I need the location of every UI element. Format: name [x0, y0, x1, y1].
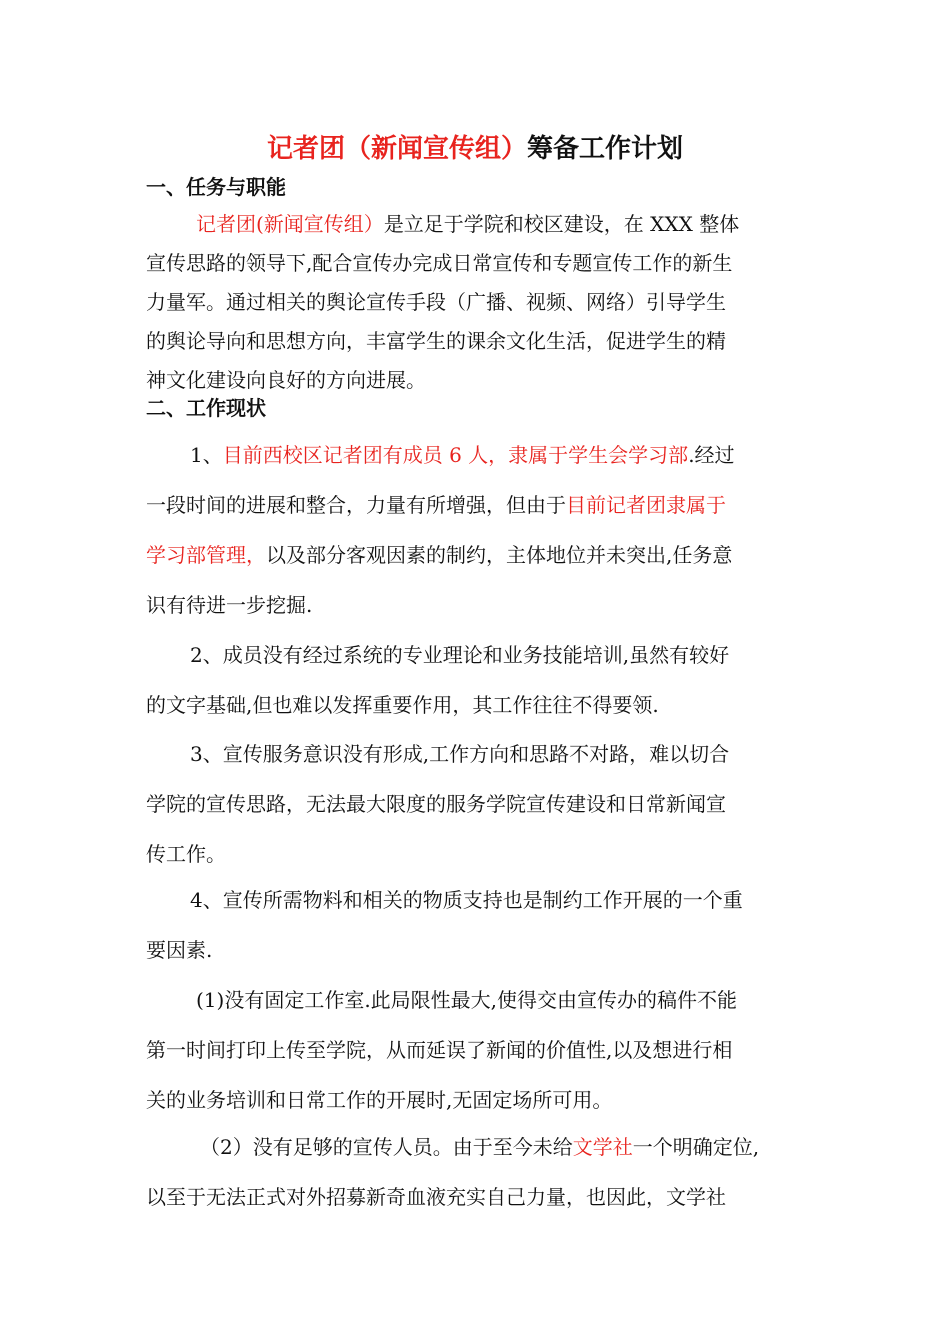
- paragraph-line: 神文化建设向良好的方向进展。: [146, 368, 426, 392]
- paragraph-line: 传工作。: [146, 842, 226, 866]
- red-phrase: 目前西校区记者团有成员 6 人，隶属于学生会学习部: [222, 443, 689, 467]
- title-black-part: 筹备工作计划: [527, 134, 684, 164]
- red-phrase: 目前记者团隶属于: [566, 493, 726, 517]
- section-heading-status: 二、工作现状: [146, 396, 266, 420]
- paragraph-line: 1、目前西校区记者团有成员 6 人，隶属于学生会学习部.经过: [190, 443, 735, 467]
- paragraph-line: 的舆论导向和思想方向，丰富学生的课余文化生活，促进学生的精: [146, 329, 726, 353]
- paragraph-line: 4、宣传所需物料和相关的物质支持也是制约工作开展的一个重: [190, 888, 743, 912]
- status-item-2: [146, 630, 806, 730]
- document-title: [0, 131, 950, 167]
- red-phrase: 学习部管理，: [146, 543, 266, 567]
- red-phrase: 记者团(新闻宣传组）: [196, 212, 384, 236]
- paragraph-line: 力量军。通过相关的舆论宣传手段（广播、视频、网络）引导学生: [146, 290, 726, 314]
- paragraph-line: 2、成员没有经过系统的专业理论和业务技能培训,虽然有较好: [190, 643, 730, 667]
- title-red-part: 记者团（新闻宣传组）: [266, 134, 527, 164]
- red-phrase: 文学社: [572, 1135, 633, 1159]
- paragraph-line: 3、宣传服务意识没有形成,工作方向和思路不对路，难以切合: [190, 742, 730, 766]
- paragraph-line: 关的业务培训和日常工作的开展时,无固定场所可用。: [146, 1088, 613, 1112]
- paragraph-line: 识有待进一步挖掘.: [146, 593, 313, 617]
- paragraph-line: 记者团(新闻宣传组）是立足于学院和校区建设，在 XXX 整体: [196, 212, 740, 236]
- paragraph-line: （2）没有足够的宣传人员。由于至今未给文学社一个明确定位,: [200, 1135, 760, 1159]
- status-item-4: [146, 875, 806, 975]
- section1-paragraph: [146, 205, 806, 400]
- paragraph-line: 的文字基础,但也难以发挥重要作用，其工作往往不得要领.: [146, 693, 659, 717]
- paragraph-line: 一段时间的进展和整合，力量有所增强，但由于目前记者团隶属于: [146, 493, 726, 517]
- paragraph-line: 要因素.: [146, 938, 213, 962]
- paragraph-line: 宣传思路的领导下,配合宣传办完成日常宣传和专题宣传工作的新生: [146, 251, 733, 275]
- section-heading-tasks: 一、任务与职能: [146, 175, 286, 199]
- paragraph-line: 学院的宣传思路，无法最大限度的服务学院宣传建设和日常新闻宣: [146, 792, 726, 816]
- status-item-3: [146, 729, 806, 879]
- paragraph-line: 学习部管理，以及部分客观因素的制约，主体地位并未突出,任务意: [146, 543, 733, 567]
- status-item-1: [146, 430, 806, 630]
- status-subitem-1: [146, 975, 806, 1125]
- paragraph-line: 以至于无法正式对外招募新奇血液充实自己力量，也因此，文学社: [146, 1185, 726, 1209]
- paragraph-line: 第一时间打印上传至学院，从而延误了新闻的价值性,以及想进行相: [146, 1038, 733, 1062]
- paragraph-line: (1)没有固定工作室.此局限性最大,使得交由宣传办的稿件不能: [196, 988, 738, 1012]
- status-subitem-2: [146, 1122, 806, 1222]
